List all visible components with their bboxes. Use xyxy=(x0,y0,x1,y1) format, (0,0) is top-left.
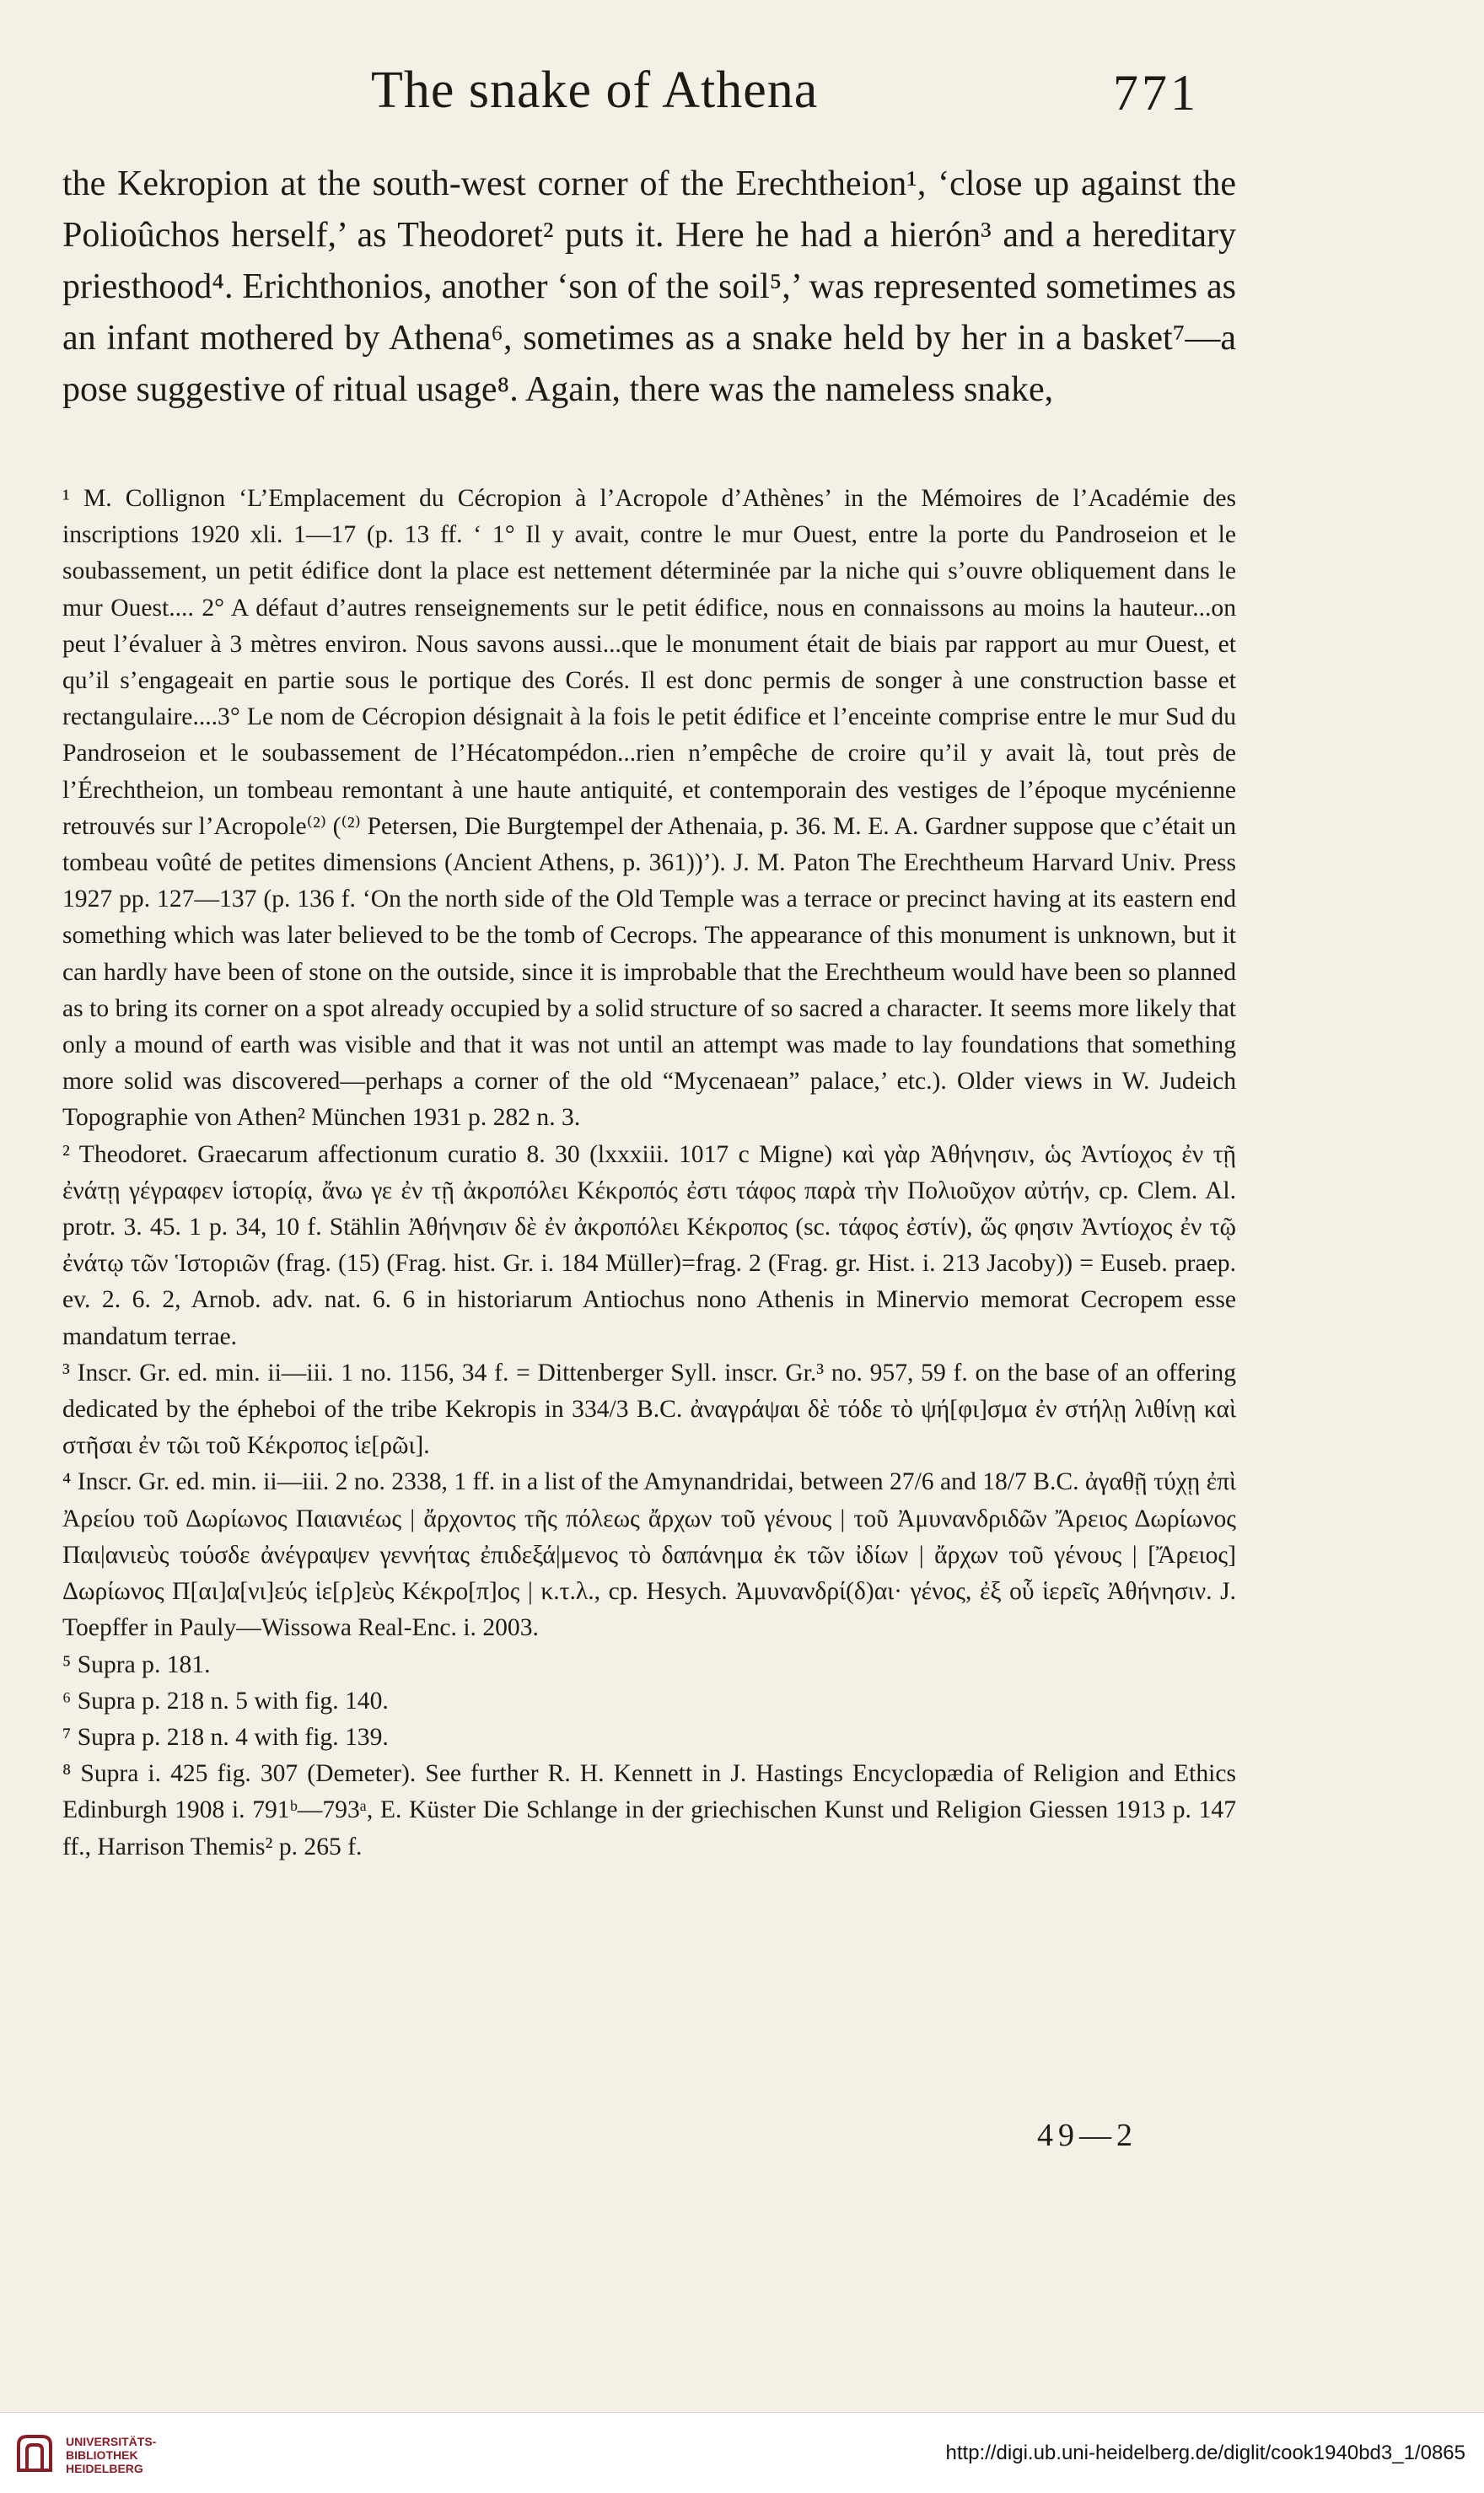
library-name: UNIVERSITÄTS- BIBLIOTHEK HEIDELBERG xyxy=(66,2435,157,2475)
signature-mark: 49—2 xyxy=(1037,2118,1137,2153)
footnote-2: ² Theodoret. Graecarum affectionum curatio 8. 30 (lxxxiii. 1017 c Migne) καὶ γὰρ Ἀθήνησιν, ὡς Ἀντίοχος ἐν τῇ ἐνάτῃ γέγραφεν ἱστορίᾳ, ἄνω γε ἐν τῇ ἀκροπόλει Κέκροπός ἐστι τάφος παρὰ τὴν Πολιοῦχον αὐτήν, cp. Clem. Al. protr. 3. 45. 1 p. 34, 10 f. Stählin Ἀθήνησιν δὲ ἐν ἀκροπόλει Κέκροπος (sc. τάφος ἐστίν), ὥς φησιν Ἀντίοχος ἐν τῷ ἐνάτῳ τῶν Ἱστοριῶν (frag. (15) (Frag. hist. Gr. i. 184 Müller)=frag. 2 (Frag. gr. Hist. i. 213 Jacoby)) = Euseb. praep. ev. 2. 6. 2, Arnob. adv. nat. 6. 6 in historiarum Antiochus nono Athenis in Minervio memorat Cecropem esse mandatum terrae. xyxy=(62,1140,1236,1350)
footnotes xyxy=(62,481,1236,1866)
footnote-3: ³ Inscr. Gr. ed. min. ii—iii. 1 no. 1156, 34 f. = Dittenberger Syll. inscr. Gr.³ no. 957, 59 f. on the base of an offering dedicated by the épheboi of the tribe Kekropis in 334/3 B.C. ἀναγράψαι δὲ τόδε τὸ ψή[φι]σμα ἐν στήλῃ λιθίνῃ καὶ στῆσαι ἐν τῶι τοῦ Κέκροπος ἱε[ρῶι]. xyxy=(62,1359,1236,1460)
footnote-7: ⁷ Supra p. 218 n. 4 with fig. 139. xyxy=(62,1723,389,1751)
footnote-1: ¹ M. Collignon ‘L’Emplacement du Cécropion à l’Acropole d’Athènes’ in the Mémoires de l’Académie des inscriptions 1920 xli. 1—17 (p. 13 ff. ‘ 1° Il y avait, contre le mur Ouest, entre la porte du Pandroseion et le soubassement, un petit édifice dont la place est nettement déterminée par la niche qui s’ouvre obliquement dans le mur Ouest.... 2° A défaut d’autres renseignements sur le petit édifice, nous en connaissons au moins la hauteur...on peut l’évaluer à 3 mètres environ. Nous savons aussi...que le monument était de biais par rapport au mur Ouest, et qu’il s’engageait en partie sous le portique des Corés. Il est donc permis de songer à une construction basse et rectangulaire....3° Le nom de Cécropion désignait à la fois le petit édifice et l’enceinte comprise entre le mur Sud du Pandroseion et le soubassement de l’Hécatompédon...rien n’empêche de croire qu’il y avait là, tout près de l’Érechtheion, un tombeau remontant à une haute antiquité, et contemporain des vestiges de l’époque mycénienne retrouvés sur l’Acropole⁽²⁾ (⁽²⁾ Petersen, Die Burgtempel der Athenaia, p. 36. M. E. A. Gardner suppose que c’était un tombeau voûté de petites dimensions (Ancient Athens, p. 361))’). J. M. Paton The Erechtheum Harvard Univ. Press 1927 pp. 127—137 (p. 136 f. ‘On the north side of the Old Temple was a terrace or precinct having at its eastern end something which was later believed to be the tomb of Cecrops. The appearance of this monument is unknown, but it can hardly have been of stone on the outside, since it is improbable that the Erechtheum would have been so planned as to bring its corner on a spot already occupied by a solid structure of so sacred a character. It seems more likely that only a mound of earth was visible and that it was not until an attempt was made to lay foundations that something more solid was discovered—perhaps a corner of the old “Mycenaean” palace,’ etc.). Older views in W. Judeich Topographie von Athen² München 1931 p. 282 n. 3. xyxy=(62,485,1236,1132)
body-paragraph: the Kekropion at the south-west corner of the Erechtheion¹, ‘close up against the Polioûchos herself,’ as Theodoret² puts it. Here he had a hierón³ and a hereditary priesthood⁴. Erichthonios, another ‘son of the soil⁵,’ was represented sometimes as an infant mothered by Athena⁶, sometimes as a snake held by her in a basket⁷—a pose suggestive of ritual usage⁸. Again, there was the nameless snake, xyxy=(62,164,1236,409)
footnote-6: ⁶ Supra p. 218 n. 5 with fig. 140. xyxy=(62,1687,389,1715)
footnote-4: ⁴ Inscr. Gr. ed. min. ii—iii. 2 no. 2338, 1 ff. in a list of the Amynandridai, between 27/6 and 18/7 B.C. ἀγαθῇ τύχῃ ἐπὶ Ἀρείου τοῦ Δωρίωνος Παιανιέως | ἄρχοντος τῆς πόλεως ἄρχων τοῦ γένους | τοῦ Ἀμυνανδριδῶν Ἄρειος Δωρίωνος Παι|ανιεὺς τούσδε ἀνέγραψεν γεννήτας ἐπιδεξά|μενος τὸ δαπάνημα ἐκ τῶν ἰδίων | ἄρχων τοῦ γένους | [Ἄρειος] Δωρίωνος Π[αι]α[νι]εύς ἱε[ρ]εὺς Κέκρο[π]ος | κ.τ.λ., cp. Hesych. Ἀμυνανδρί(δ)αι· γένος, ἐξ οὗ ἱερεῖς Ἀθήνησιν. J. Toepffer in Pauly—Wissowa Real-Enc. i. 2003. xyxy=(62,1468,1236,1642)
footnote-8: ⁸ Supra i. 425 fig. 307 (Demeter). See further R. H. Kennett in J. Hastings Encyclopædia of Religion and Ethics Edinburgh 1908 i. 791ᵇ—793ᵃ, E. Küster Die Schlange in der griechischen Kunst und Religion Giessen 1913 p. 147 ff., Harrison Themis² p. 265 f. xyxy=(62,1760,1236,1860)
viewer-footer xyxy=(0,2412,1484,2493)
source-url-link[interactable]: http://digi.ub.uni-heidelberg.de/diglit/cook1940bd3_1/0865 xyxy=(945,2442,1465,2464)
footnote-5: ⁵ Supra p. 181. xyxy=(62,1650,211,1678)
page-number: 771 xyxy=(1113,65,1199,121)
library-logo-icon xyxy=(15,2433,54,2474)
running-head xyxy=(0,61,1484,137)
page-title: The snake of Athena xyxy=(371,62,819,119)
main-text xyxy=(62,159,1236,416)
